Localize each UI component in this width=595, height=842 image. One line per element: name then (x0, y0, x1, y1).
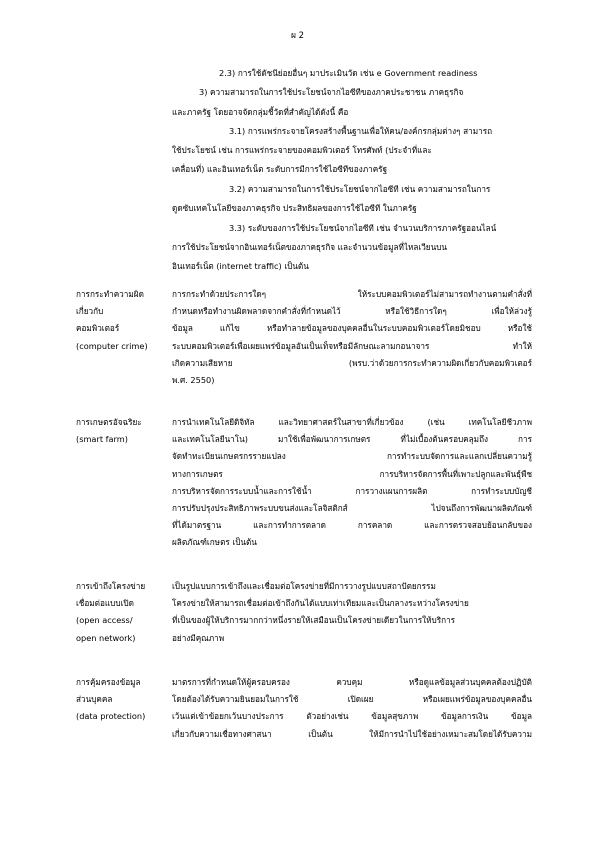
definition-line: มาตรการที่กำหนดให้ผู้ครอบครอง ควบคุม หรือดูแลข้อมูลส่วนบุคคลต้องปฏิบัติ (172, 677, 532, 687)
definition-line: พ.ศ. 2550) (172, 375, 215, 386)
term-line: เกี่ยวกับ (76, 306, 104, 317)
intro-item-3-3-b: การใช้ประโยชน์จากอินเทอร์เน็ตของภาคธุรกิจ และจำนวนข้อมูลที่ไหลเวียนบน (172, 242, 447, 252)
glossary-definition (172, 414, 532, 552)
glossary-definition (172, 674, 532, 743)
intro-item-3-3: 3.3) ระดับของการใช้ประโยชน์จากไอซีที เช่น จำนวนบริการภาครัฐออนไลน์ (229, 223, 497, 233)
intro-item-3: 3) ความสามารถในการใช้ประโยชน์จากไอซีทีของภาคประชาชน ภาคธุรกิจ (199, 87, 464, 97)
page-number: ผ 2 (290, 31, 305, 41)
term-line: ส่วนบุคคล (76, 694, 113, 705)
term-line: การกระทำความผิด (76, 289, 144, 299)
term-line: (computer crime) (76, 340, 148, 351)
intro-item-3-1-c: เคลื่อนที่) และอินเทอร์เน็ต ระดับการมีการใช้ไอซีทีของภาครัฐ (172, 164, 388, 174)
intro-item-3-3-c: อินเทอร์เน็ต (internet traffic) เป็นต้น (172, 261, 309, 271)
term-line: (open access/ (76, 615, 133, 626)
definition-line: อย่างมีคุณภาพ (172, 632, 225, 643)
term-line: (smart farm) (76, 434, 128, 445)
definition-line: เว้นแต่เข้าข้อยกเว้นบางประการ ตัวอย่างเช่น ข้อมูลสุขภาพ ข้อมูลการเงิน ข้อมูล (172, 711, 532, 722)
term-line: คอมพิวเตอร์ (76, 323, 120, 334)
definition-line: ที่ได้มาตรฐาน และการทำการตลาด การคลาด และการตรวจสอบย้อนกลับของ (172, 520, 532, 531)
intro-item-3-2-b: ดูดซับเทคโนโลยีของภาคธุรกิจ ประสิทธิผลของการใช้ไอซีที ในภาครัฐ (172, 203, 417, 213)
term-line: เชื่อมต่อแบบเปิด (76, 598, 134, 609)
definition-line: โดยต้องได้รับความยินยอมในการใช้ เปิดเผย หรือเผยแพร่ข้อมูลของบุคคลอื่น (172, 694, 532, 705)
definition-line: ทางการเกษตร การบริหารจัดการพื้นที่เพาะปลูกและพันธุ์พืช (172, 468, 532, 479)
definition-line: เกี่ยวกับความเชื่อทางศาสนา เป็นต้น ให้มีการนำไปใช้อย่างเหมาะสมโดยได้รับความ (172, 728, 532, 739)
definition-line: ที่เป็นของผู้ให้บริการมากกว่าหนึ่งรายให้เสมือนเป็นโครงข่ายเดียวในการให้บริการ (172, 615, 456, 626)
definition-line: การปรับปรุงประสิทธิภาพระบบขนส่งและโลจิสติกส์ ไปจนถึงการพัฒนาผลิตภัณฑ์ (172, 503, 532, 514)
glossary-definition (172, 286, 532, 389)
definition-line: ระบบคอมพิวเตอร์เพื่อเผยแพร่ข้อมูลอันเป็นเท็จหรือมีลักษณะลามกอนาจาร ทำให้ (172, 340, 532, 351)
definition-line: การกระทำด้วยประการใดๆ ให้ระบบคอมพิวเตอร์ไม่สามารถทำงานตามคำสั่งที่ (172, 289, 532, 299)
definition-line: กำหนดหรือทำงานผิดพลาดจากคำสั่งที่กำหนดไว้ หรือใช้วิธีการใดๆ เพื่อให้ล่วงรู้ (172, 306, 532, 317)
intro-item-3-1: 3.1) การแพร่กระจายโครงสร้างพื้นฐานเพื่อให้คน/องค์กรกลุ่มต่างๆ สามารถ (229, 126, 493, 136)
definition-line: จัดทำทะเบียนเกษตรกรรายแปลง การทำระบบจัดการและแลกเปลี่ยนความรู้ (172, 451, 532, 462)
definition-line: ข้อมูล แก้ไข หรือทำลายข้อมูลของบุคคลอื่นในระบบคอมพิวเตอร์โดยมิชอบ หรือใช้ (172, 323, 532, 334)
definition-line: เกิดความเสียหาย (พรบ.ว่าด้วยการกระทำความผิดเกี่ยวกับคอมพิวเตอร์ (172, 357, 532, 368)
glossary-definition (172, 578, 532, 647)
definition-line: และเทคโนโลยีนาโน) มาใช้เพื่อพัฒนาการเกษตร ที่ไม่เบื้องต้นครอบคลุมถึง การ (172, 434, 532, 445)
term-line: การเข้าถึงโครงข่าย (76, 581, 146, 591)
intro-item-3-2: 3.2) ความสามารถในการใช้ประโยชน์จากไอซีที เช่น ความสามารถในการ (229, 184, 491, 194)
glossary-term (76, 578, 170, 647)
definition-line: โครงข่ายให้สามารถเชื่อมต่อเข้าถึงกันได้แบบเท่าเทียมและเป็นกลางระหว่างโครงข่าย (172, 598, 469, 609)
term-line: การคุ้มครองข้อมูล (76, 677, 141, 687)
glossary-term (76, 674, 170, 726)
glossary-term (76, 414, 170, 448)
definition-line: การนำเทคโนโลยีดิจิทัล และวิทยาศาสตร์ในสาขาที่เกี่ยวข้อง (เช่น เทคโนโลยีชีวภาพ (172, 417, 532, 427)
definition-line: การบริหารจัดการระบบน้ำและการใช้น้ำ การวางแผนการผลิต การทำระบบบัญชี (172, 485, 532, 496)
glossary-term (76, 286, 170, 355)
definition-line: เป็นรูปแบบการเข้าถึงและเชื่อมต่อโครงข่ายที่มีการวางรูปแบบสถาปัตยกรรม (172, 581, 436, 591)
intro-item-3-cont: และภาครัฐ โดยอาจจัดกลุ่มชี้วัดที่สำคัญได้ดังนี้ คือ (172, 107, 349, 117)
intro-item-2-3: 2.3) การใช้ดัชนีย่อยอื่นๆ มาประเมินวัด เช่น e Government readiness (219, 68, 478, 78)
term-line: (data protection) (76, 711, 146, 722)
definition-line: ผลิตภัณฑ์เกษตร เป็นต้น (172, 537, 257, 548)
term-line: open network) (76, 632, 136, 643)
intro-item-3-1-b: ใช้ประโยชน์ เช่น การแพร่กระจายของคอมพิวเตอร์ โทรศัพท์ (ประจำที่และ (172, 145, 432, 155)
term-line: การเกษตรอัจฉริยะ (76, 417, 142, 427)
